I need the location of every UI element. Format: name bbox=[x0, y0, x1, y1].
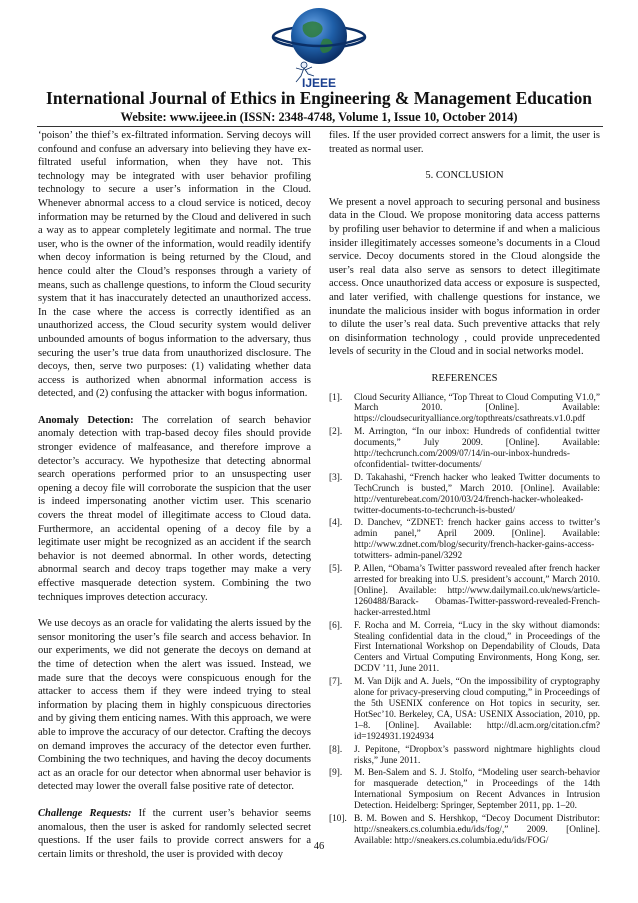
anomaly-detection-body: The correlation of search behavior anomaly detection with trap-based decoy files should provide stronger evidence of malfeasance, and therefore improve a detector’s accuracy. We hypothesize that detecting abnormal search operations performed prior to an unsuspecting user opening a decoy file will corroborate the suspicion that the user is indeed impersonating another victim user. This scenario covers the threat model of illegitimate access to Cloud data. Furthermore, an accidental opening of a decoy file by a legitimate user might be recognized as an accident if the search behavior is not deemed abnormal. In other words, detecting abnormal search and decoy traps together may make a very effective masquerade detection system. Combining the two techniques improves detection accuracy. bbox=[38, 414, 312, 603]
journal-title: International Journal of Ethics in Engineering & Management Education bbox=[46, 88, 592, 108]
reference-number: [9]. bbox=[329, 768, 343, 779]
journal-website-line: Website: www.ijeee.in (ISSN: 2348-4748, Volume 1, Issue 10, October 2014) bbox=[120, 110, 518, 124]
journal-logo bbox=[259, 3, 379, 89]
reference-number: [7]. bbox=[329, 677, 343, 688]
reference-text: Cloud Security Alliance, “Top Threat to Cloud Computing V1.0,” March 2010. [Online]. Available: https://cloudsecurityalliance.org/topthreats/csathreats.v1.0.pdf bbox=[354, 392, 600, 425]
left-column bbox=[38, 129, 311, 861]
reference-item bbox=[329, 518, 600, 562]
reference-item bbox=[329, 427, 600, 471]
reference-text: P. Allen, “Obama’s Twitter password revealed after french hacker arrested for breaking into U.S. president’s account,” March 2010. [Online]. Available: http://www.dailymail.co.uk/news/article-1260488/Barack- Obamas-Twitter-password-revealed-French-hacker-arrested.html bbox=[354, 564, 600, 618]
reference-number: [3]. bbox=[329, 472, 343, 483]
reference-item bbox=[329, 473, 600, 517]
reference-number: [6]. bbox=[329, 620, 343, 631]
page-number: 46 bbox=[313, 841, 325, 852]
svg-text:IJEEE: IJEEE bbox=[301, 76, 337, 89]
conclusion-heading: 5. CONCLUSION bbox=[425, 170, 504, 182]
challenge-requests-lead: Challenge Requests: bbox=[38, 807, 132, 819]
reference-item bbox=[329, 621, 600, 676]
references-heading: REFERENCES bbox=[431, 372, 498, 384]
reference-text: F. Rocha and M. Correia, “Lucy in the sky without diamonds: Stealing confidential data in the cloud,” in Proceedings of the First International Workshop on Dependability of Clouds, Data Centers and Virtual Computing Environments, Hong Kong, ser. DCDV ’11, June 2011. bbox=[354, 620, 600, 675]
reference-number: [1]. bbox=[329, 392, 343, 403]
reference-text: M. Ben-Salem and S. J. Stolfo, “Modeling user search-behavior for masquerade detection,” in Proceedings of the 14th International Symposium on Recent Advances in Intrusion Detection. Heidelberg: Springer, September 2011, pp. 1–20. bbox=[354, 768, 600, 812]
reference-text: D. Danchev, “ZDNET: french hacker gains access to twitter’s admin panel,” April 2009. [Online]. Available: http://www.zdnet.com/blog/security/french-hacker-gains-access-totwitters- admin-panel/3292 bbox=[354, 518, 600, 562]
reference-text: M. Van Dijk and A. Juels, “On the impossibility of cryptography alone for privacy-preserving cloud computing,” in Proceedings of the 5th USENIX conference on Hot topics in security, ser. HotSec’10. Berkeley, CA, USA: USENIX Association, 2010, pp. 1–8. [Online]. Available: http://dl.acm.org/citation.cfm?id=1924931.1924934 bbox=[354, 677, 600, 742]
reference-number: [4]. bbox=[329, 518, 343, 529]
paragraph-decoy-info: ‘poison’ the thief’s ex-filtrated information. Serving decoys will confound and confuse an adversary into believing they have ex-filtrated useful information, when they have not. This technology may be integrated with user behavior profiling technology to secure a user’s information in the Cloud. Whenever abnormal access to a cloud service is noticed, decoy information may be returned by the Cloud and delivered in such a way as to appear completely legitimate and normal. The true user, who is the owner of the information, would readily identify when decoy information is being returned by the Cloud, and hence could alter the Cloud’s responses through a variety of means, such as challenge questions, to inform the Cloud security system that it has inaccurately detected an unauthorized access. In the case where the access is correctly identified as an unauthorized access, the Cloud security system would deliver unbounded amounts of bogus information to the adversary, thus securing the user’s true data from unauthorized disclosure. The decoys, then, serve two purposes: (1) validating whether data access is authorized when abnormal information access is detected, and (2) confusing the attacker with bogus information. bbox=[38, 130, 311, 400]
reference-item bbox=[329, 564, 600, 619]
right-column bbox=[329, 129, 600, 849]
reference-text: D. Takahashi, “French hacker who leaked Twitter documents to TechCrunch is busted,” March 2010. [Online]. Available: http://venturebeat.com/2010/03/24/french-hacker-wholeaked- twitter-documents-to-techcrunch-is-busted/ bbox=[354, 472, 600, 516]
paragraph-decoys-oracle: We use decoys as an oracle for validating the alerts issued by the sensor monitoring the user’s file search and access behavior. In our experiments, we did not generate the decoys on demand at the time of detection when the alert was issued. Instead, we made sure that the decoys were conspicuous enough for the attacker to access them if they were indeed trying to steal information by placing them in highly conspicuous directories and by giving them enticing names. With this approach, we were able to improve the accuracy of our detector. Crafting the decoys on demand improves the accuracy of the detector even further. Combining the two techniques, and having the decoy documents act as an oracle for our detector when abnormal user behavior is detected may lower the overall false positive rate of detector. bbox=[38, 618, 311, 793]
reference-item bbox=[329, 393, 600, 426]
challenge-requests-body: If the current user’s behavior seems anomalous, then the user is asked for randomly selected secret questions. If the user fails to provide correct answers for a certain limits or threshold, the user is provided with decoy bbox=[38, 807, 311, 860]
reference-item bbox=[329, 768, 600, 812]
anomaly-detection-lead: Anomaly Detection: bbox=[38, 414, 134, 426]
reference-text: B. M. Bowen and S. Hershkop, “Decoy Document Distributor: http://sneakers.cs.columbia.edu/ids/fog/,” 2009. [Online]. Available: http://sneakers.cs.columbia.edu/ids/FOG/ bbox=[354, 814, 600, 846]
header-divider bbox=[37, 126, 603, 127]
globe-logo-icon bbox=[259, 3, 379, 89]
reference-text: J. Pepitone, “Dropbox’s password nightmare highlights cloud risks,” June 2011. bbox=[354, 744, 600, 766]
paragraph-challenge-continued: files. If the user provided correct answers for a limit, the user is treated as normal user. bbox=[329, 130, 600, 155]
reference-item bbox=[329, 677, 600, 742]
reference-number: [5]. bbox=[329, 564, 343, 575]
reference-list bbox=[329, 393, 600, 847]
reference-number: [10]. bbox=[329, 814, 347, 825]
paragraph-conclusion: We present a novel approach to securing personal and business data in the Cloud. We propose monitoring data access patterns by profiling user behavior to determine if and when a malicious insider illegitimately accesses someone’s documents in a Cloud service. Decoy documents stored in the Cloud alongside the user’s real data also serve as sensors to detect illegitimate access. Once unauthorized data access or exposure is suspected, and later verified, with challenge questions for instance, we inundate the malicious insider with bogus information in order to dilute the user’s real data. Such preventive attacks that rely on disinformation technology , could provide unprecedented levels of security in the Cloud and in social networks model. bbox=[329, 196, 600, 358]
reference-item bbox=[329, 745, 600, 767]
paragraph-challenge-requests bbox=[38, 807, 311, 861]
reference-number: [2]. bbox=[329, 427, 343, 438]
reference-number: [8]. bbox=[329, 744, 343, 755]
reference-text: M. Arrington, “In our inbox: Hundreds of confidential twitter documents,” July 2009. [Online]. Available: http://techcrunch.com/2009/07/14/in-our-inbox-hundreds-ofconfidential- twitter-documents/ bbox=[354, 427, 600, 470]
paragraph-anomaly-detection bbox=[38, 414, 311, 604]
